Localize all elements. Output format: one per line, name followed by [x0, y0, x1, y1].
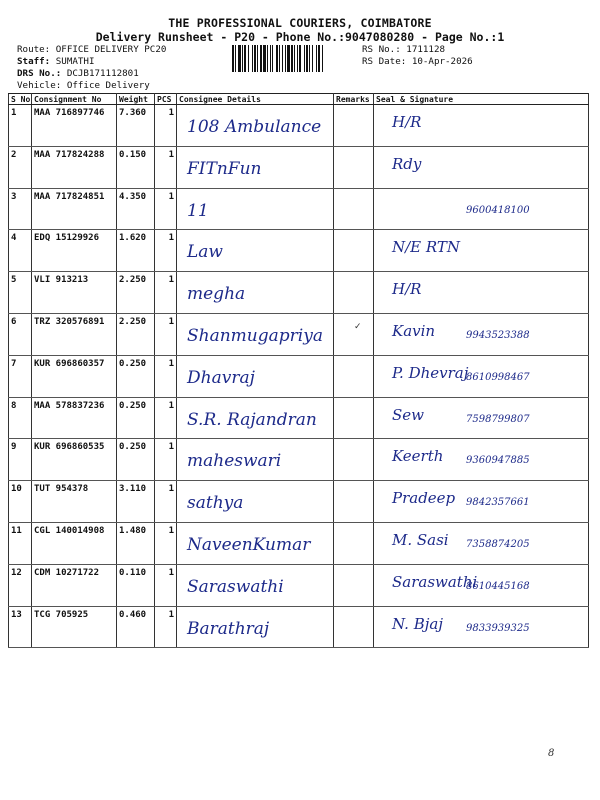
row-consignment-no: MAA 717824851: [32, 188, 117, 230]
row-weight: 0.250: [117, 439, 155, 481]
row-consignee-cell: [177, 188, 334, 230]
col-consignment-no: Consignment No: [32, 94, 117, 105]
row-remarks: [334, 606, 374, 648]
rs-date-line: [362, 56, 473, 69]
row-sno: 10: [9, 481, 32, 523]
signature-phone: 8610445168: [466, 580, 530, 592]
row-weight: 4.350: [117, 188, 155, 230]
row-consignee-cell: [177, 230, 334, 272]
row-consignee-cell: [177, 105, 334, 147]
rs-no-line: [362, 44, 445, 57]
col-remarks: Remarks: [334, 94, 374, 105]
row-remarks: [334, 355, 374, 397]
row-pcs: 1: [155, 397, 177, 439]
table-row: [9, 522, 589, 564]
row-pcs: 1: [155, 313, 177, 355]
row-remarks: [334, 439, 374, 481]
signature-handwriting: Saraswathi: [392, 572, 478, 591]
barcode-bar: [276, 45, 278, 72]
table-row: [9, 481, 589, 523]
barcode-bar: [238, 45, 241, 72]
row-consignment-no: MAA 716897746: [32, 105, 117, 147]
row-weight: 0.110: [117, 564, 155, 606]
row-consignment-no: TRZ 320576891: [32, 313, 117, 355]
consignee-handwriting: FITnFun: [187, 158, 262, 179]
table-row: [9, 188, 589, 230]
row-consignee-cell: [177, 313, 334, 355]
row-seal-signature-cell: [374, 439, 589, 481]
signature-phone: 9360947885: [466, 455, 530, 467]
drs-line: [17, 68, 139, 81]
route-value: OFFICE DELIVERY PC20: [55, 44, 167, 55]
route-label: Route:: [17, 44, 51, 55]
company-title: THE PROFESSIONAL COURIERS, COIMBATORE: [168, 16, 432, 30]
barcode-bar: [282, 45, 283, 72]
row-remarks: [334, 481, 374, 523]
row-seal-signature-cell: [374, 397, 589, 439]
barcode-bar: [309, 45, 310, 72]
row-seal-signature-cell: [374, 146, 589, 188]
row-pcs: 1: [155, 355, 177, 397]
consignee-handwriting: sathya: [187, 493, 244, 514]
signature-phone: 9943523388: [466, 329, 530, 341]
signature-handwriting: Rdy: [392, 154, 422, 173]
remark-tick-mark: ✓: [354, 322, 362, 332]
signature-handwriting: N. Bjaj: [392, 614, 443, 633]
runsheet-table: [8, 93, 589, 648]
row-weight: 0.460: [117, 606, 155, 648]
row-seal-signature-cell: [374, 481, 589, 523]
row-pcs: 1: [155, 272, 177, 314]
row-remarks: [334, 272, 374, 314]
barcode-bar: [322, 45, 323, 72]
barcode-bar: [257, 45, 258, 72]
barcode-bar: [252, 45, 253, 72]
row-weight: 0.150: [117, 146, 155, 188]
table-row: [9, 439, 589, 481]
signature-phone: 8610998467: [466, 371, 530, 383]
consignee-handwriting: S.R. Rajandran: [187, 409, 317, 430]
table-row: [9, 397, 589, 439]
barcode-bar: [248, 45, 249, 72]
signature-handwriting: Sew: [392, 405, 424, 424]
signature-phone: 7598799807: [466, 413, 530, 425]
consignee-handwriting: 11: [187, 200, 209, 221]
table-row: [9, 105, 589, 147]
row-sno: 13: [9, 606, 32, 648]
drs-value: DCJB171112801: [66, 68, 139, 79]
row-weight: 0.250: [117, 397, 155, 439]
row-seal-signature-cell: [374, 355, 589, 397]
consignee-handwriting: Barathraj: [187, 618, 270, 639]
table-row: [9, 606, 589, 648]
row-seal-signature-cell: [374, 230, 589, 272]
runsheet-subtitle: Delivery Runsheet - P20 - Phone No.:9047080280 - Page No.:1: [95, 30, 505, 44]
row-remarks: [334, 522, 374, 564]
row-seal-signature-cell: [374, 313, 589, 355]
row-consignee-cell: [177, 564, 334, 606]
row-seal-signature-cell: [374, 272, 589, 314]
barcode-bar: [263, 45, 266, 72]
barcode-bar: [244, 45, 246, 72]
rs-no-value: 1711128: [406, 44, 446, 55]
row-pcs: 1: [155, 188, 177, 230]
staff-label: Staff:: [17, 56, 51, 67]
row-consignment-no: MAA 717824288: [32, 146, 117, 188]
barcode-bar: [267, 45, 268, 72]
staff-line: [17, 56, 94, 69]
barcode-bar: [316, 45, 317, 72]
row-consignment-no: CGL 140014908: [32, 522, 117, 564]
table-row: [9, 355, 589, 397]
col-seal-signature: Seal & Signature: [374, 94, 589, 105]
row-consignment-no: CDM 10271722: [32, 564, 117, 606]
row-consignment-no: VLI 913213: [32, 272, 117, 314]
consignee-handwriting: megha: [187, 284, 246, 305]
signature-handwriting: N/E RTN: [392, 238, 461, 257]
row-consignment-no: EDQ 15129926: [32, 230, 117, 272]
row-consignee-cell: [177, 355, 334, 397]
barcode-bar: [297, 45, 298, 72]
col-sno: S No: [9, 94, 32, 105]
consignee-handwriting: Shanmugapriya: [187, 325, 323, 346]
row-sno: 5: [9, 272, 32, 314]
table-row: [9, 230, 589, 272]
row-pcs: 1: [155, 439, 177, 481]
signature-phone: 7358874205: [466, 538, 530, 550]
row-consignment-no: MAA 578837236: [32, 397, 117, 439]
row-consignment-no: KUR 696860357: [32, 355, 117, 397]
rs-date-label: RS Date:: [362, 56, 407, 67]
barcode-bar: [254, 45, 256, 72]
row-remarks: [334, 397, 374, 439]
row-weight: 7.360: [117, 105, 155, 147]
row-pcs: 1: [155, 230, 177, 272]
table-row: [9, 146, 589, 188]
col-consignee-details: Consignee Details: [177, 94, 334, 105]
barcode-bar: [318, 45, 320, 72]
consignee-handwriting: maheswari: [187, 451, 282, 472]
row-seal-signature-cell: [374, 606, 589, 648]
table-row: [9, 272, 589, 314]
col-pcs: PCS: [155, 94, 177, 105]
barcode-bar: [285, 45, 286, 72]
row-consignee-cell: [177, 146, 334, 188]
row-remarks: [334, 188, 374, 230]
row-seal-signature-cell: [374, 188, 589, 230]
row-sno: 2: [9, 146, 32, 188]
row-sno: 3: [9, 188, 32, 230]
row-sno: 8: [9, 397, 32, 439]
barcode-bar: [287, 45, 290, 72]
row-pcs: 1: [155, 564, 177, 606]
col-weight: Weight: [117, 94, 155, 105]
consignee-handwriting: Dhavraj: [187, 367, 255, 388]
row-consignment-no: TUT 954378: [32, 481, 117, 523]
barcode-bar: [312, 45, 313, 72]
barcode-bar: [232, 45, 234, 72]
signature-handwriting: Keerth: [392, 447, 444, 466]
rs-date-value: 10-Apr-2026: [411, 56, 473, 67]
staff-value: SUMATHI: [55, 56, 95, 67]
vehicle-label: Vehicle:: [17, 80, 62, 91]
table-header-row: [9, 94, 589, 105]
row-seal-signature-cell: [374, 105, 589, 147]
row-pcs: 1: [155, 146, 177, 188]
row-sno: 12: [9, 564, 32, 606]
table-row: [9, 564, 589, 606]
barcode-bar: [304, 45, 305, 72]
row-sno: 7: [9, 355, 32, 397]
row-consignee-cell: [177, 397, 334, 439]
drs-label: DRS No.:: [17, 68, 62, 79]
row-consignment-no: KUR 696860535: [32, 439, 117, 481]
signature-handwriting: M. Sasi: [392, 530, 449, 549]
barcode-bar: [291, 45, 293, 72]
signature-handwriting: H/R: [392, 113, 422, 131]
row-remarks: [334, 146, 374, 188]
barcode: [232, 45, 356, 72]
row-consignee-cell: [177, 439, 334, 481]
row-pcs: 1: [155, 105, 177, 147]
row-consignee-cell: [177, 606, 334, 648]
vehicle-line: [17, 80, 150, 93]
row-remarks: [334, 105, 374, 147]
barcode-bar: [242, 45, 243, 72]
page-mark: 8: [548, 748, 555, 759]
row-consignee-cell: [177, 481, 334, 523]
barcode-bar: [294, 45, 295, 72]
signature-handwriting: Pradeep: [392, 489, 456, 508]
signature-handwriting: P. Dhevraj: [392, 363, 469, 382]
row-pcs: 1: [155, 481, 177, 523]
row-weight: 3.110: [117, 481, 155, 523]
row-seal-signature-cell: [374, 522, 589, 564]
row-weight: 1.480: [117, 522, 155, 564]
row-pcs: 1: [155, 606, 177, 648]
signature-phone: 9842357661: [466, 497, 530, 509]
consignee-handwriting: Saraswathi: [187, 576, 284, 597]
row-weight: 2.250: [117, 272, 155, 314]
row-sno: 6: [9, 313, 32, 355]
signature-handwriting: H/R: [392, 280, 422, 299]
table-row: [9, 313, 589, 355]
row-weight: 2.250: [117, 313, 155, 355]
row-weight: 1.620: [117, 230, 155, 272]
row-consignee-cell: [177, 522, 334, 564]
consignee-handwriting: NaveenKumar: [187, 534, 311, 555]
route-line: [17, 44, 166, 57]
row-seal-signature-cell: [374, 564, 589, 606]
row-sno: 9: [9, 439, 32, 481]
signature-phone: 9833939325: [466, 622, 530, 634]
barcode-bar: [306, 45, 308, 72]
consignee-handwriting: Law: [187, 242, 223, 263]
row-remarks: [334, 230, 374, 272]
row-weight: 0.250: [117, 355, 155, 397]
barcode-bar: [299, 45, 301, 72]
rs-no-label: RS No.:: [362, 44, 401, 55]
barcode-bar: [260, 45, 262, 72]
row-sno: 11: [9, 522, 32, 564]
barcode-bar: [279, 45, 280, 72]
row-consignee-cell: [177, 272, 334, 314]
barcode-bar: [235, 45, 236, 72]
row-sno: 1: [9, 105, 32, 147]
row-consignment-no: TCG 705925: [32, 606, 117, 648]
vehicle-value: Office Delivery: [66, 80, 150, 91]
row-remarks: [334, 313, 374, 355]
row-remarks: [334, 564, 374, 606]
row-pcs: 1: [155, 522, 177, 564]
barcode-bar: [270, 45, 271, 72]
barcode-bar: [272, 45, 273, 72]
consignee-handwriting: 108 Ambulance: [187, 117, 322, 137]
signature-handwriting: Kavin: [392, 321, 436, 340]
signature-phone: 9600418100: [466, 204, 530, 216]
row-sno: 4: [9, 230, 32, 272]
